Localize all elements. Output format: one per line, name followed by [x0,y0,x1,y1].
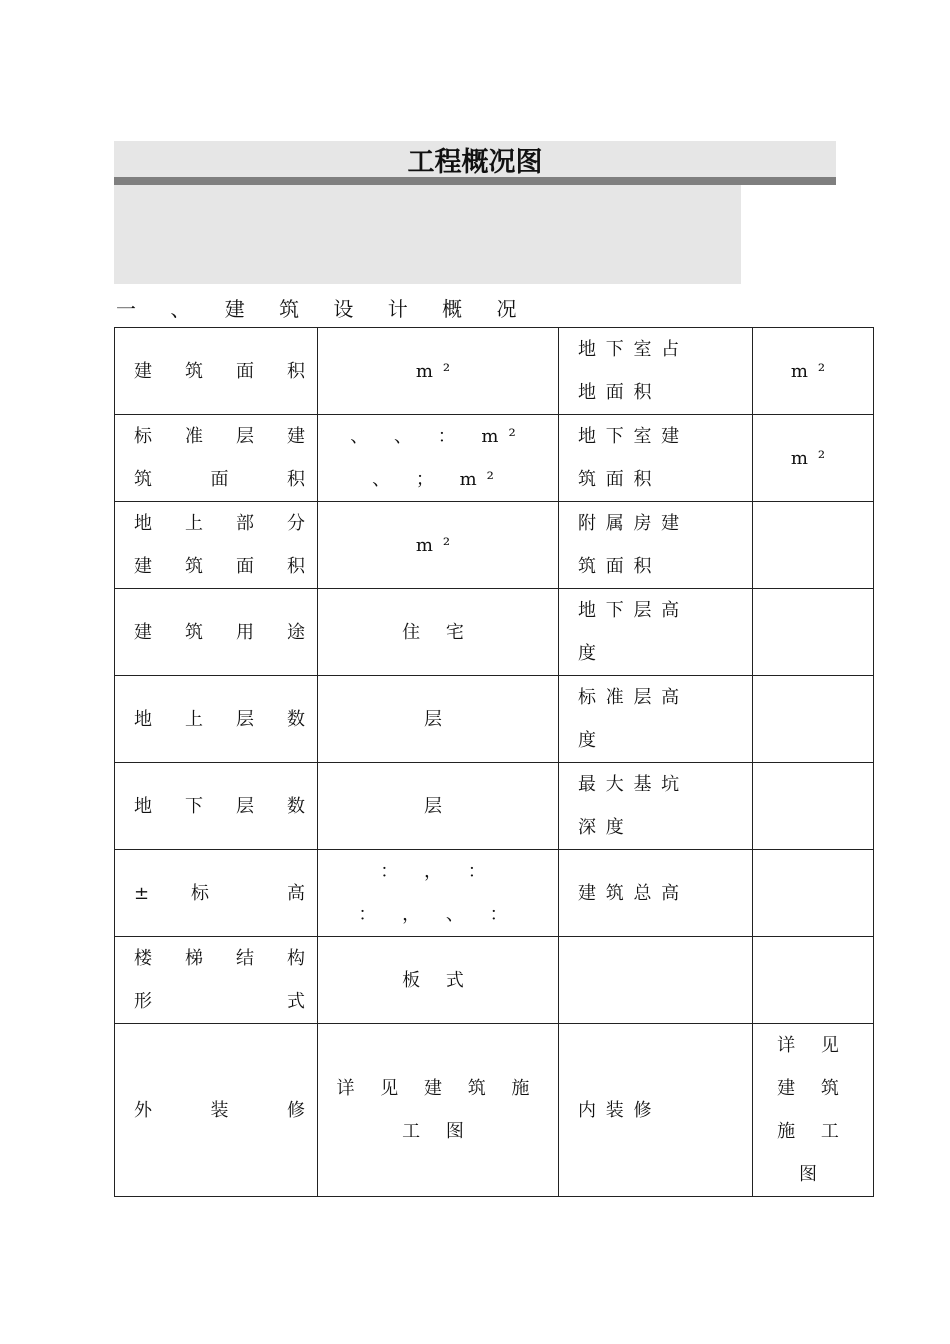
cell-value [318,589,559,676]
cell-text-line: 筑 面 积 [578,469,654,490]
cell-text-line: 标 准 层 建 [134,426,305,447]
cell-text-line: 标 准 层 高 [578,687,682,708]
cell-label [115,1024,318,1197]
table-row [115,763,874,850]
cell-text-line: 地 面 积 [578,382,654,403]
table-row [115,937,874,1024]
cell-label-secondary [559,502,753,589]
cell-label [115,589,318,676]
cell-label [115,502,318,589]
cell-text-line: m² [790,447,836,469]
table-row [115,676,874,763]
cell-value-secondary [753,502,874,589]
cell-text-line: 楼 梯 结 构 [134,948,305,969]
document-title-bar [114,141,836,177]
cell-text-line: 层 [424,708,452,730]
cell-text-line: 地 下 层 数 [134,795,305,817]
table-row [115,1024,874,1197]
cell-value-secondary [753,850,874,937]
cell-text-line: 建 筑 [777,1078,849,1099]
cell-text-line: 住 宅 [402,621,474,643]
cell-text-line: 地 下 室 占 [578,339,682,360]
section-heading: 一 、 建 筑 设 计 概 况 [116,297,531,321]
cell-value [318,937,559,1024]
cell-label [115,676,318,763]
cell-label [115,763,318,850]
cell-value [318,328,559,415]
cell-label-secondary [559,850,753,937]
cell-label-secondary [559,328,753,415]
cell-text-line: 详 见 [777,1035,849,1056]
cell-label-secondary [559,763,753,850]
building-design-table [114,327,874,1197]
shaded-placeholder-block [114,185,741,284]
cell-text-line: 深 度 [578,817,626,838]
cell-label [115,328,318,415]
cell-text-line: m² [415,534,461,556]
cell-value [318,850,559,937]
cell-value-secondary [753,937,874,1024]
cell-text-line: ： ， 、 ： [358,904,518,925]
cell-value-secondary [753,1024,874,1197]
cell-text-line: 外 装 修 [134,1099,305,1121]
cell-text-line: 详 见 建 筑 施 [336,1078,540,1099]
cell-value [318,763,559,850]
cell-label-secondary [559,589,753,676]
cell-text-line: 附 属 房 建 [578,513,682,534]
cell-text-line: 形 式 [134,991,305,1012]
table-row [115,850,874,937]
cell-value-secondary [753,763,874,850]
table-row [115,415,874,502]
cell-label [115,850,318,937]
cell-text-line: 建 筑 面 积 [134,556,305,577]
cell-value-secondary [753,589,874,676]
cell-text-line: 度 [578,730,598,751]
cell-value-secondary [753,676,874,763]
cell-value [318,415,559,502]
cell-label-secondary [559,415,753,502]
cell-text-line: 内 装 修 [578,1099,654,1121]
title-underline-rule [114,177,836,185]
cell-text-line: 筑 面 积 [134,469,305,490]
cell-value-secondary [753,415,874,502]
cell-text-line: ： ， ： [380,861,496,882]
cell-value [318,502,559,589]
cell-text-line: 、 、 ： m² [350,426,526,447]
cell-text-line: 板 式 [402,969,474,991]
cell-text-line: 工 图 [402,1121,474,1142]
table-row [115,589,874,676]
cell-label-secondary [559,676,753,763]
cell-text-line: 建 筑 用 途 [134,621,305,643]
cell-text-line: 筑 面 积 [578,556,654,577]
cell-label [115,415,318,502]
document-title: 工程概况图 [407,146,543,178]
cell-value [318,1024,559,1197]
cell-value [318,676,559,763]
table-body [115,328,874,1197]
cell-text-line: 层 [424,795,452,817]
cell-text-line: ± 标 高 [134,882,305,904]
cell-text-line: 建 筑 总 高 [578,882,682,904]
cell-text-line: 地 下 室 建 [578,426,682,447]
cell-text-line: 地 上 层 数 [134,708,305,730]
cell-text-line: 最 大 基 坑 [578,774,682,795]
cell-text-line: m² [790,360,836,382]
cell-label-secondary [559,937,753,1024]
cell-text-line: 建 筑 面 积 [134,360,305,382]
cell-text-line: 度 [578,643,598,664]
cell-text-line: 图 [799,1164,827,1185]
cell-label [115,937,318,1024]
table-row [115,328,874,415]
table-row [115,502,874,589]
cell-text-line: 、 ； m² [372,469,504,490]
cell-text-line: m² [415,360,461,382]
cell-text-line: 地 上 部 分 [134,513,305,534]
cell-label-secondary [559,1024,753,1197]
cell-text-line: 地 下 层 高 [578,600,682,621]
cell-value-secondary [753,328,874,415]
cell-text-line: 施 工 [777,1121,849,1142]
